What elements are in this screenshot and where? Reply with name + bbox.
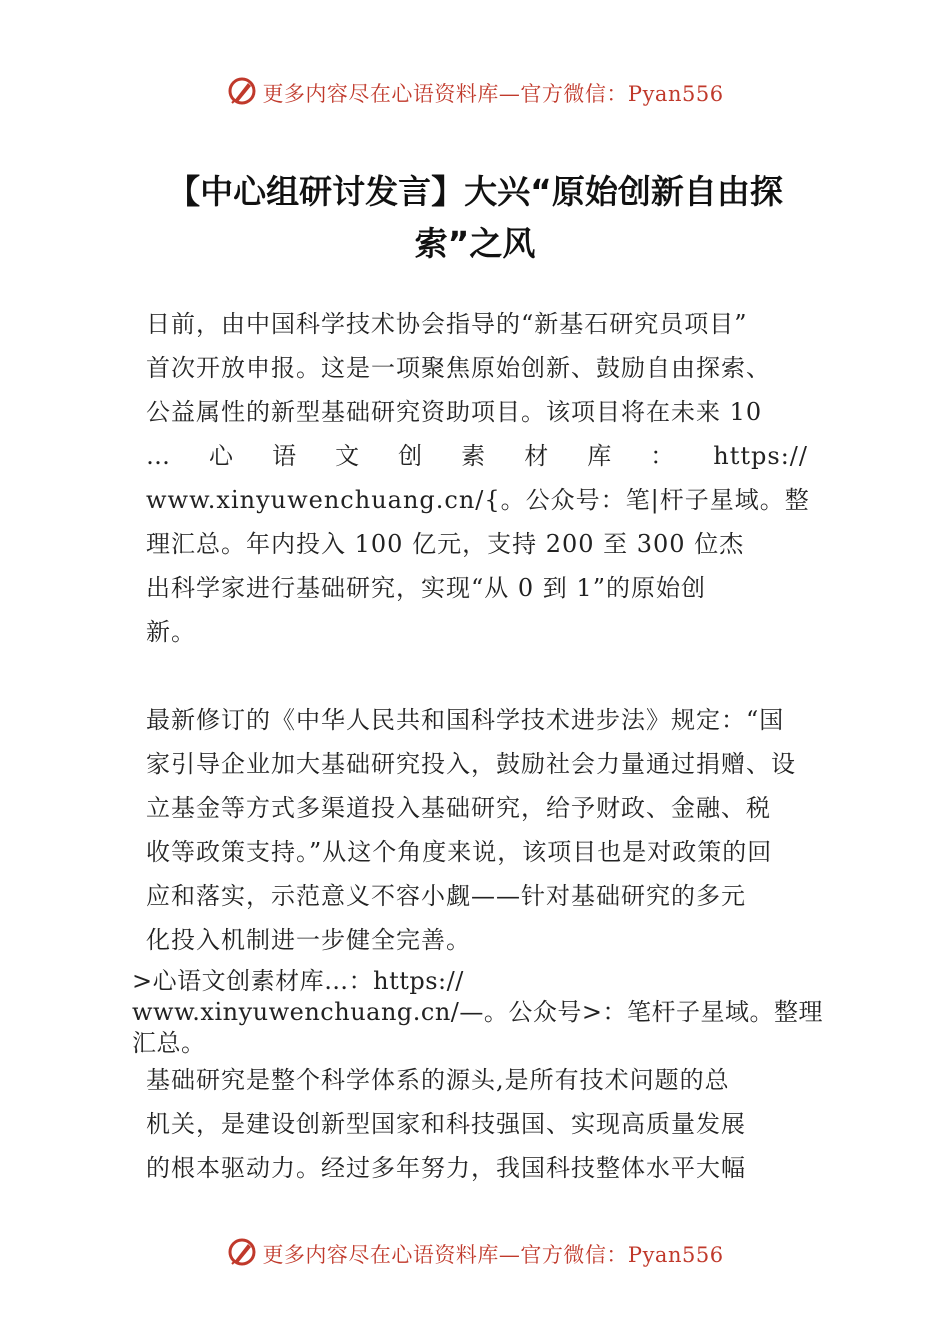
- text-token: 材: [524, 442, 550, 470]
- pen-logo-icon: [226, 1236, 262, 1273]
- text-line: 应和落实，示范意义不容小觑——针对基础研究的多元: [146, 882, 746, 910]
- footer-banner: [0, 1234, 950, 1274]
- text-line: 机关，是建设创新型国家和科技强国、实现高质量发展: [146, 1110, 746, 1138]
- text-line: 化投入机制进一步健全完善。: [146, 926, 471, 954]
- text-line: 家引导企业加大基础研究投入，鼓励社会力量通过捐赠、设: [146, 750, 796, 778]
- paragraph-1: [146, 302, 808, 654]
- text-token: 文: [335, 442, 361, 470]
- text-token: 心: [209, 442, 235, 470]
- header-banner-text: 更多内容尽在心语资料库—官方微信：Pyan556: [262, 82, 724, 106]
- page-title: 【中心组研讨发言】大兴“原始创新自由探索”之风: [167, 172, 783, 263]
- pen-logo-icon: [226, 75, 262, 112]
- text-line: 理汇总。年内投入 100 亿元，支持 200 至 300 位杰: [146, 530, 745, 558]
- text-line: 的根本驱动力。经过多年努力，我国科技整体水平大幅: [146, 1154, 746, 1182]
- paragraph-3: [132, 966, 832, 1059]
- text-token: https://: [713, 442, 808, 470]
- text-line: 最新修订的《中华人民共和国科学技术进步法》规定：“国: [146, 706, 785, 734]
- text-token: 库: [587, 442, 613, 470]
- text-line: 公益属性的新型基础研究资助项目。该项目将在未来 10: [146, 398, 763, 426]
- text-line: 汇总。: [132, 1029, 206, 1057]
- text-token: …: [146, 442, 171, 470]
- text-line: 新。: [146, 618, 196, 646]
- header-banner: [0, 73, 950, 113]
- paragraph-4: [146, 1058, 808, 1190]
- text-line: www.xinyuwenchuang.cn/—。公众号>：笔杆子星域。整理: [132, 998, 824, 1026]
- text-line: 基础研究是整个科学体系的源头,是所有技术问题的总: [146, 1066, 730, 1094]
- footer-banner-text: 更多内容尽在心语资料库—官方微信：Pyan556: [262, 1243, 724, 1267]
- text-line: 出科学家进行基础研究，实现“从 0 到 1”的原始创: [146, 574, 706, 602]
- text-line: 首次开放申报。这是一项聚焦原始创新、鼓励自由探索、: [146, 354, 771, 382]
- text-line: 立基金等方式多渠道投入基础研究，给予财政、金融、税: [146, 794, 771, 822]
- text-line: 收等政策支持。”从这个角度来说，该项目也是对政策的回: [146, 838, 773, 866]
- text-line: 日前，由中国科学技术协会指导的“新基石研究员项目”: [146, 310, 748, 338]
- text-token: 素: [461, 442, 487, 470]
- text-line: [146, 434, 808, 478]
- text-token: 语: [272, 442, 298, 470]
- text-token: ：: [650, 442, 676, 470]
- text-token: 创: [398, 442, 424, 470]
- text-line: >心语文创素材库…：https://: [132, 967, 464, 995]
- text-line: www.xinyuwenchuang.cn/{。公众号：笔|杆子星域。整: [146, 486, 810, 514]
- paragraph-2: [146, 698, 808, 962]
